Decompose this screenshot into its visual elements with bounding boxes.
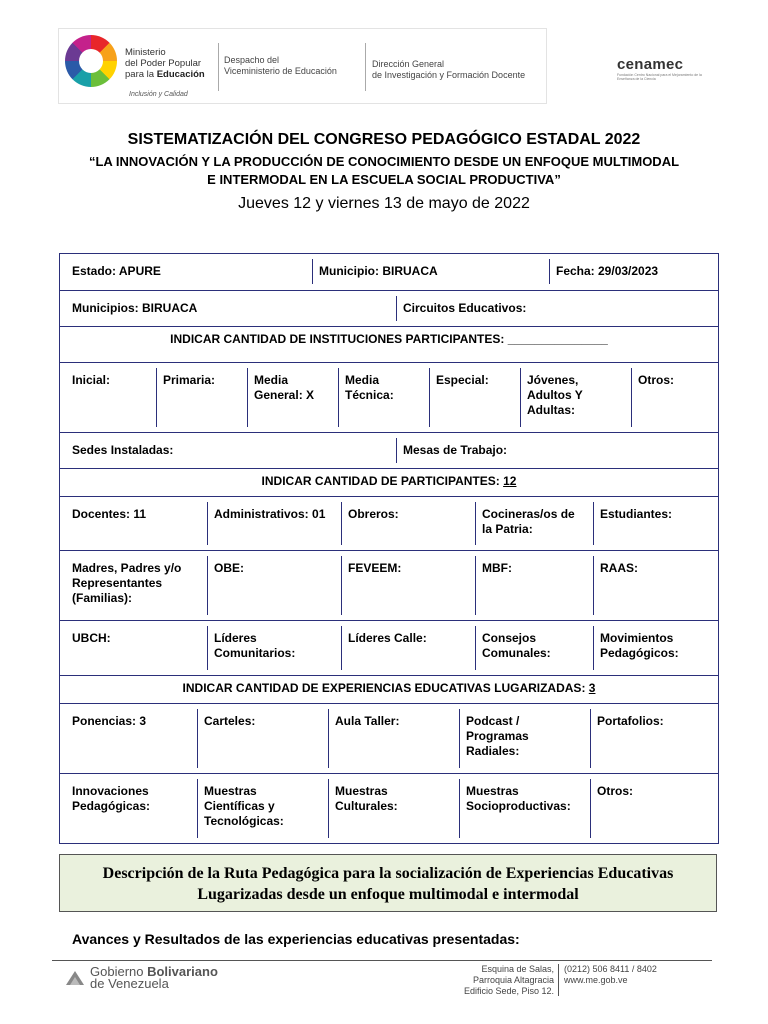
otros-instituciones-field[interactable]: Otros: <box>632 368 713 427</box>
otros-experiencias-field[interactable]: Otros: <box>591 779 713 838</box>
cenamec-logo: cenamec <box>617 56 684 73</box>
ministry-tagline: Inclusión y Calidad <box>129 91 188 98</box>
aula-taller-field[interactable]: Aula Taller: <box>329 709 460 768</box>
municipios-field[interactable]: Municipios: BIRUACA <box>72 301 198 315</box>
raas-field[interactable]: RAAS: <box>594 556 713 615</box>
experiencias-header: INDICAR CANTIDAD DE EXPERIENCIAS EDUCATIVAS LUGARIZADAS: 3 <box>60 676 719 704</box>
especial-field[interactable]: Especial: <box>430 368 521 427</box>
muestras-culturales-field[interactable]: Muestras Culturales: <box>329 779 460 838</box>
participantes-header: INDICAR CANTIDAD DE PARTICIPANTES: 12 <box>60 469 719 497</box>
portafolios-field[interactable]: Portafolios: <box>591 709 713 768</box>
avances-heading: Avances y Resultados de las experiencias educativas presentadas: <box>72 931 520 947</box>
experiencias-count: 3 <box>588 681 596 695</box>
mbf-field[interactable]: MBF: <box>476 556 594 615</box>
participantes-count: 12 <box>503 474 517 488</box>
jovenes-field[interactable]: Jóvenes, Adultos Y Adultas: <box>521 368 632 427</box>
movimientos-field[interactable]: Movimientos Pedagógicos: <box>594 626 713 670</box>
muestras-socioproductivas-field[interactable]: Muestras Socioproductivas: <box>460 779 591 838</box>
participantes-row-2 <box>60 551 719 621</box>
experiencias-row-1 <box>60 704 719 774</box>
footer-contact: (0212) 506 8411 / 8402 www.me.gob.ve <box>564 964 657 985</box>
media-general-field[interactable]: Media General: X <box>248 368 339 427</box>
footer-address: Esquina de Salas, Parroquia Altagracia Edificio Sede, Piso 12. <box>463 964 554 996</box>
primaria-field[interactable]: Primaria: <box>157 368 248 427</box>
fecha-field[interactable]: Fecha: 29/03/2023 <box>550 259 713 284</box>
participantes-row-1 <box>60 497 719 551</box>
docentes-field[interactable]: Docentes: 11 <box>72 507 147 521</box>
municipios-row <box>60 291 719 327</box>
cenamec-subtitle: Fundación Centro Nacional para el Mejoramiento de la Enseñanza de la Ciencia <box>617 73 702 81</box>
page-subtitle: “LA INNOVACIÓN Y LA PRODUCCIÓN DE CONOCIMIENTO DESDE UN ENFOQUE MULTIMODAL E INTERMODAL EN LA ESCUELA SOCIAL PRODUCTIVA” <box>88 154 680 187</box>
carteles-field[interactable]: Carteles: <box>198 709 329 768</box>
muestras-cientificas-field[interactable]: Muestras Científicas y Tecnológicas: <box>198 779 329 838</box>
sedes-field[interactable]: Sedes Instaladas: <box>72 443 174 457</box>
header-divider <box>218 43 219 91</box>
municipio-field[interactable]: Municipio: BIRUACA <box>313 259 550 284</box>
lideres-calle-field[interactable]: Líderes Calle: <box>342 626 476 670</box>
innovaciones-field[interactable]: Innovaciones Pedagógicas: <box>72 784 151 813</box>
header-banner <box>58 28 547 104</box>
estado-field[interactable]: Estado: APURE <box>72 264 161 278</box>
ministry-name: Ministerio del Poder Popular para la Educación <box>125 47 205 80</box>
event-date: Jueves 12 y viernes 13 de mayo de 2022 <box>238 195 530 212</box>
page-title: SISTEMATIZACIÓN DEL CONGRESO PEDAGÓGICO ESTADAL 2022 <box>127 131 641 148</box>
ponencias-field[interactable]: Ponencias: 3 <box>72 714 147 728</box>
cocineras-field[interactable]: Cocineras/os de la Patria: <box>476 502 594 545</box>
experiencias-row-2 <box>60 774 719 844</box>
administrativos-field[interactable]: Administrativos: 01 <box>208 502 342 545</box>
feveem-field[interactable]: FEVEEM: <box>342 556 476 615</box>
ministry-logo-icon <box>65 35 117 87</box>
instituciones-row <box>60 363 719 433</box>
mesas-field[interactable]: Mesas de Trabajo: <box>397 438 713 463</box>
obe-field[interactable]: OBE: <box>208 556 342 615</box>
podcast-field[interactable]: Podcast / Programas Radiales: <box>460 709 591 768</box>
description-box: Descripción de la Ruta Pedagógica para la socialización de Experiencias Educativas Lugarizadas desde un enfoque multimodal e intermodal <box>59 854 717 912</box>
consejos-comunales-field[interactable]: Consejos Comunales: <box>476 626 594 670</box>
obreros-field[interactable]: Obreros: <box>342 502 476 545</box>
direccion-label: Dirección General de Investigación y Formación Docente <box>372 59 526 80</box>
participantes-row-3 <box>60 621 719 676</box>
lideres-comunitarios-field[interactable]: Líderes Comunitarios: <box>208 626 342 670</box>
footer-separator <box>558 964 559 996</box>
gobierno-label: Gobierno Bolivariano de Venezuela <box>90 964 218 991</box>
madres-field[interactable]: Madres, Padres y/o Representantes (Familias): <box>72 561 182 605</box>
instituciones-header: INDICAR CANTIDAD DE INSTITUCIONES PARTICIPANTES: _______________ <box>60 327 719 363</box>
ubch-field[interactable]: UBCH: <box>72 631 111 645</box>
location-row <box>60 254 719 291</box>
circuitos-field[interactable]: Circuitos Educativos: <box>397 296 713 321</box>
media-tecnica-field[interactable]: Media Técnica: <box>339 368 430 427</box>
sedes-row <box>60 433 719 469</box>
inicial-field[interactable]: Inicial: <box>72 373 111 387</box>
header-divider <box>365 43 366 91</box>
form-table <box>59 253 719 844</box>
despacho-label: Despacho del Viceministerio de Educación <box>224 55 337 76</box>
estudiantes-field[interactable]: Estudiantes: <box>594 502 713 545</box>
gobierno-logo-icon <box>64 967 86 989</box>
footer-divider <box>52 960 712 961</box>
